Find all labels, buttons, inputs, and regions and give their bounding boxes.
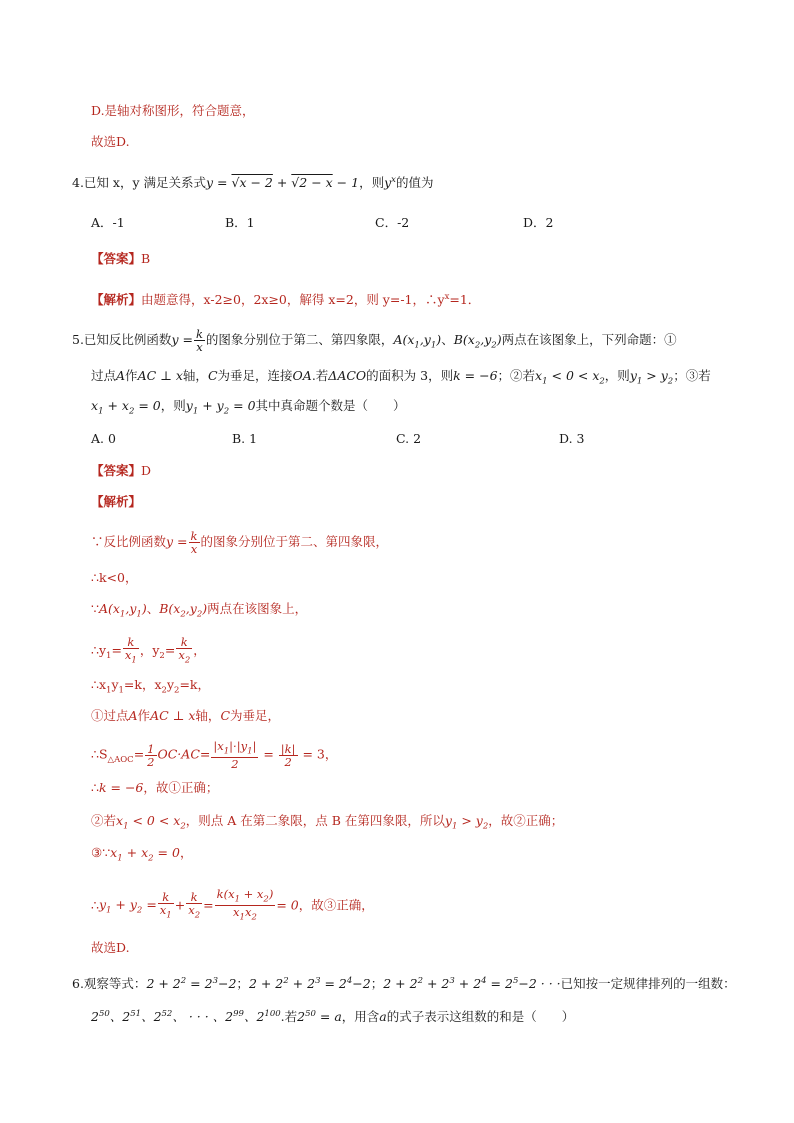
q4-power: $y^x$ [384, 175, 396, 191]
q5-step6: ①过点A作AC ⊥ x轴，C为垂足， [91, 708, 281, 723]
q5-step3: $\because A(x_1,y_1)$、$B(x_2,y_2)$两点在该图象上， [91, 601, 308, 620]
q5-step3-end: 两点在该图象上， [207, 601, 308, 616]
q5-step5: $\therefore x_1y_1=k$，$x_2y_2=k$， [91, 677, 210, 696]
q5-line2-e: 的面积为 3，则 [366, 368, 454, 383]
q6-line2-tail: ，用含 [341, 1009, 380, 1025]
q5-step7: $\therefore S_{\triangle AOC}=$ $\frac{1}{2}$ OC·AC= $\frac{|x_1|\cdot|y_1|}{2}$ = $\frac{|k|}{2}$ = 3， [91, 739, 338, 772]
q4-option-a: A．-1 [91, 215, 125, 230]
q4-formula: y = √x − 2 + √2 − x − 1 [206, 175, 360, 191]
prev-choose: 故选D. [91, 134, 130, 149]
q5-line2-d: .若 [311, 368, 329, 383]
q5-step11-end: ，故③正确， [298, 897, 374, 913]
q4-option-d: D．2 [523, 215, 554, 230]
q4-option-c: C．-2 [375, 215, 410, 230]
q5-step1-b: 的图象分别位于第二、第四象限， [200, 534, 389, 549]
q5-option-d: D. 3 [559, 431, 585, 446]
q5-step7-a: ∴S [91, 746, 108, 762]
q5-step5-a: ∴x [91, 677, 107, 692]
q5-line2-c: 为垂足，连接 [217, 368, 293, 383]
q4-answer-label: 【答案】 [91, 251, 142, 266]
q4-answer [91, 249, 150, 269]
q4-suffix2: 的值为 [395, 175, 434, 191]
q5-answer [91, 461, 151, 481]
q4-suffix: ，则 [359, 175, 385, 191]
q5-points: $A(x_1,y_1)$ [393, 332, 442, 351]
q5-prefix: 5.已知反比例函数 [72, 332, 172, 347]
q5-step4-a: ∴y [91, 642, 107, 658]
q5-step6-b: 轴， [195, 708, 221, 723]
q5-step8-b: ，故①正确； [143, 780, 219, 795]
q5-step11: $\therefore y_1 + y_2$ = $\frac{k}{x_1}$ + $\frac{k}{x_2}$ = $\frac{k(x_1 + x_2)}{x_1x_2}$ = 0，故③正确， [91, 887, 374, 923]
q4-analysis-text: 由题意得，x-2≥0，2x≥0，解得 x=2，则 y=-1，∴y [141, 292, 445, 308]
q5-step6-c: 为垂足， [230, 708, 281, 723]
q5-step9-b: ，则点 A 在第二象限，点 B 在第四象限，所以 [185, 813, 445, 828]
q5-func: y = [171, 332, 193, 347]
q5-line3-b: 其中真命题个数是（ ） [255, 398, 406, 413]
q5-option-b: B. 1 [232, 431, 258, 446]
q5-step10-a: ③∵ [91, 845, 111, 860]
q5-step1: ∵反比例函数y = $\frac{k}{x}$ 的图象分别位于第二、第四象限， [91, 529, 389, 556]
q4-stem [72, 170, 433, 193]
q6-line1: 6.观察等式：$2 + 2^2 = 2^3-2$；$2 + 2^2 + 2^3 = 2^4-2$；$2 + 2^2 + 2^3 + 2^4 = 2^5-2$ · · ·已知按一定规律排列的一组数： [72, 976, 736, 992]
q5-choose: 故选D. [91, 940, 130, 955]
q5-line2-g: ，则 [604, 368, 630, 383]
q5-option-a: A. 0 [91, 431, 116, 446]
q5-step9-c: ，故②正确； [488, 813, 564, 828]
q5-step8: ∴k = −6，故①正确； [91, 780, 219, 795]
q4-answer-value: B [141, 251, 151, 266]
q5-line3-a: ，则 [160, 398, 186, 413]
q5-line2-f: ；②若 [497, 368, 536, 383]
q6-line2: $2^{50}$、$2^{51}$、$2^{52}$、 · · · 、$2^{99}$、$2^{100}$.若$2^{50} = a$，用含a的式子表示这组数的和是（ ） [91, 1009, 575, 1025]
q5-step1-a: ∵反比例函数 [91, 534, 167, 549]
q5-answer-label: 【答案】 [91, 463, 142, 478]
q5-line3: $x_1 + x_2 = 0$，则$y_1 + y_2 = 0$其中真命题个数是（ ） [91, 398, 406, 417]
q5-line2-b: 轴， [182, 368, 208, 383]
q5-analysis-label: 【解析】 [91, 494, 142, 509]
prev-d-line: D.是轴对称图形，符合题意， [91, 103, 255, 118]
q5-option-c: C. 2 [396, 431, 422, 446]
q5-step4: $\therefore y_1=$ $\frac{k}{x_1}$ ，$y_2=$ $\frac{k}{x_2}$ ， [91, 635, 206, 666]
q5-line2-a: 过点 [91, 368, 117, 383]
q5-step6-a: ①过点 [91, 708, 129, 723]
q4-analysis-label: 【解析】 [91, 292, 142, 308]
q6-prefix: 6.观察等式： [72, 976, 147, 992]
q5-step9: ②若$x_1 < 0 < x_2$，则点 A 在第二象限，点 B 在第四象限，所以$y_1 > y_2$，故②正确； [91, 813, 564, 832]
q5-step2: ∴k<0， [91, 570, 138, 585]
q4-analysis [91, 287, 480, 310]
q4-option-b: B．1 [225, 215, 255, 230]
q5-line2: 过点A作AC ⊥ x轴，C为垂足，连接OA.若ΔACO的面积为 3，则k = −6；②若$x_1 < 0 < x_2$，则$y_1 > y_2$；③若 [91, 368, 711, 387]
q5-line1: 5.已知反比例函数y = $\frac{k}{x}$ 的图象分别位于第二、第四象限，$A(x_1,y_1)$、$B(x_2,y_2)$两点在该图象上，下列命题：① [72, 327, 677, 354]
q4-analysis-end: =1． [449, 292, 481, 308]
q6-line2-end: .若 [280, 1009, 298, 1025]
q5-answer-value: D [141, 463, 152, 478]
q6-line1-end: 已知按一定规律排列的一组数： [560, 976, 736, 992]
q5-line2-h: ；③若 [673, 368, 711, 383]
q5-line1-mid: 的图象分别位于第二、第四象限， [205, 332, 394, 347]
q5-step10: $③\because x_1 + x_2 = 0$， [91, 845, 193, 864]
q5-line1-end: 两点在该图象上，下列命题：① [501, 332, 677, 347]
q4-analysis-exp: x [444, 292, 450, 302]
q6-line2-tail2: 的式子表示这组数的和是（ ） [386, 1009, 575, 1025]
q5-step9-a: ②若 [91, 813, 117, 828]
q5-fraction: $\frac{k}{x}$ [195, 327, 203, 354]
q4-prefix: 4.已知 x，y 满足关系式 [72, 175, 206, 191]
